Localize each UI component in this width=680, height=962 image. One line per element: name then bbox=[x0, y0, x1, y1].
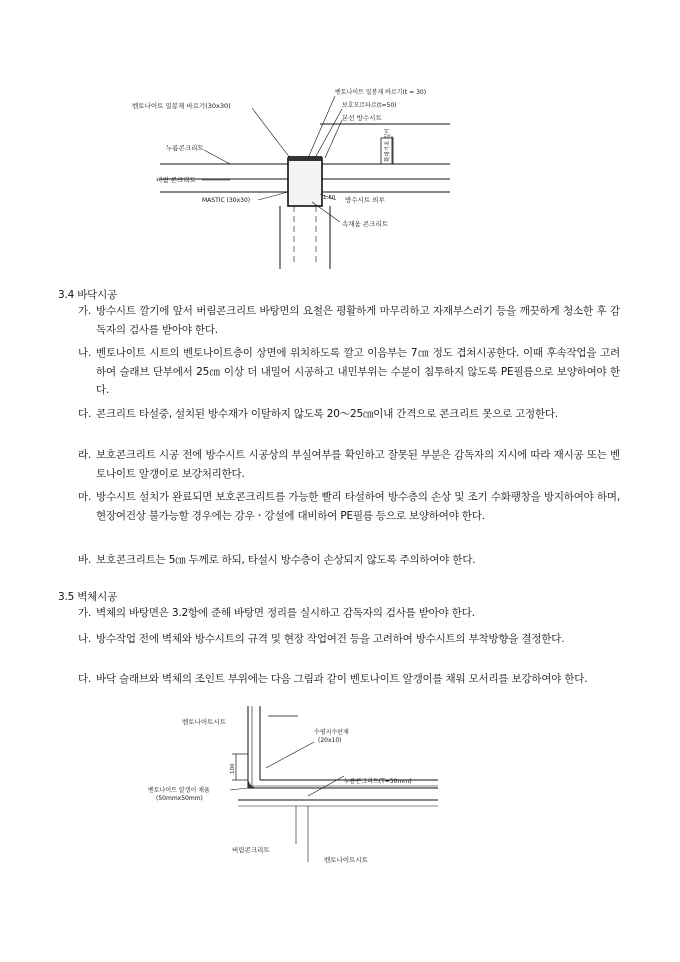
item-text: 벤토나이트 시트의 벤토나이트층이 상면에 위치하도록 깔고 이음부는 7㎝ 정도 겹쳐시공한다. 이때 후속작업을 고려하여 슬래브 단부에서 25㎝ 이상 더 내밀어 시공하고 내민부위는 수분이 침투하지 않도록 PE필름으로 보양하여야 한다. bbox=[96, 347, 620, 396]
fig2-label-protect: 누름콘크리트(T=50mm) bbox=[344, 778, 412, 785]
fig2-label-fillet-b: (20x10) bbox=[318, 737, 342, 744]
item-marker: 나. bbox=[78, 347, 92, 359]
sec34-item-da bbox=[78, 405, 620, 424]
fig2-label-lean: 버림콘크리트 bbox=[232, 846, 270, 854]
sec34-item-ga bbox=[78, 302, 620, 339]
sec34-item-ra bbox=[78, 446, 620, 483]
item-text: 콘크리트 타설중, 설치된 방수재가 이탈하지 않도록 20～25㎝이내 간격으로 콘크리트 못으로 고정한다. bbox=[96, 408, 559, 420]
fig1-label-lean-concrete: 버림 콘크리트 bbox=[156, 176, 196, 184]
fig2-label-sheet-bottom: 벤토나이트시트 bbox=[324, 856, 368, 864]
fig1-label-protect-concrete: 누름콘크리트 bbox=[166, 144, 204, 152]
item-marker: 가. bbox=[78, 607, 92, 619]
fig1-label-protect-board: 보호모르타르(t=50) bbox=[342, 102, 397, 109]
item-marker: 다. bbox=[78, 673, 92, 685]
fig2-label-fillet-a: 수평지수판재 bbox=[314, 729, 349, 736]
fig1-label-waterproof-outside: 방수시트 외부 bbox=[345, 196, 385, 204]
sec34-item-na bbox=[78, 344, 620, 400]
item-marker: 마. bbox=[78, 491, 92, 503]
fig1-label-dimension: 확대기초 깊이 bbox=[385, 128, 391, 162]
fig1-label-mastic: MASTIC (30x30) bbox=[202, 197, 251, 204]
item-text: 벽체의 바탕면은 3.2항에 준해 바탕면 정리를 실시하고 감독자의 검사를 받아야 한다. bbox=[96, 607, 475, 619]
fig1-label-bentonite-top: 벤토나이트 밀봉재 바르기(t = 30) bbox=[335, 89, 427, 96]
fig1-label-pile-concrete: 속채움 콘크리트 bbox=[342, 220, 389, 228]
item-text: 방수시트 설치가 완료되면 보호콘크리트를 가능한 빨리 타설하여 방수층의 손상 및 조기 수화팽창을 방지하여야 하며, 현장여건상 불가능할 경우에는 강우ㆍ강설에 대비하여 PE필름 등으로 보양하여야 한다. bbox=[96, 491, 620, 522]
sec34-item-ma bbox=[78, 488, 620, 525]
item-text: 보호콘크리트 시공 전에 방수시트 시공상의 부실여부를 확인하고 잘못된 부분은 감독자의 지시에 따라 재시공 또는 벤토나이트 알갱이로 보강처리한다. bbox=[96, 449, 620, 480]
fig1-label-waterproof-sheet: 본선 방수시트 bbox=[342, 114, 382, 122]
wall-joint-figure bbox=[148, 706, 448, 876]
item-marker: 나. bbox=[78, 633, 92, 645]
item-text: 방수시트 깔기에 앞서 버림콘크리트 바탕면의 요철은 평활하게 마무리하고 자재부스러기 등을 깨끗하게 청소한 후 감독자의 검사를 받아야 한다. bbox=[96, 305, 620, 336]
fig2-label-dim-100: 100 bbox=[230, 763, 236, 774]
fig1-label-mini: 1:50 bbox=[323, 195, 336, 201]
item-text: 보호콘크리트는 5㎝ 두께로 하되, 타설시 방수층이 손상되지 않도록 주의하여야 한다. bbox=[96, 554, 476, 566]
fig2-label-sheet-top: 벤토나이트시트 bbox=[182, 718, 226, 726]
pile-detail-figure bbox=[130, 84, 460, 274]
item-text: 방수작업 전에 벽체와 방수시트의 규격 및 현장 작업여건 등을 고려하여 방수시트의 부착방향을 결정한다. bbox=[96, 633, 565, 645]
item-text: 바닥 슬래브와 벽체의 조인트 부위에는 다음 그림과 같이 벤토나이트 알갱이를 채워 모서리를 보강하여야 한다. bbox=[96, 673, 588, 685]
item-marker: 다. bbox=[78, 408, 92, 420]
sec35-item-na bbox=[78, 630, 620, 649]
sec35-item-ga bbox=[78, 604, 620, 623]
fig2-label-granule-b: (50mmx50mm) bbox=[156, 795, 203, 802]
sec35-item-da bbox=[78, 670, 620, 689]
item-marker: 라. bbox=[78, 449, 92, 461]
fig2-label-granule-a: 벤토나이트 알갱이 채움 bbox=[148, 787, 210, 794]
item-marker: 가. bbox=[78, 305, 92, 317]
item-marker: 바. bbox=[78, 554, 92, 566]
sec34-item-ba bbox=[78, 551, 620, 570]
fig1-label-bentonite-strip: 벤토나이트 밀봉재 바르기(30x30) bbox=[132, 102, 231, 110]
section-3-4-title: 3.4 바닥시공 bbox=[58, 289, 118, 301]
section-3-5-title: 3.5 벽체시공 bbox=[58, 591, 118, 603]
